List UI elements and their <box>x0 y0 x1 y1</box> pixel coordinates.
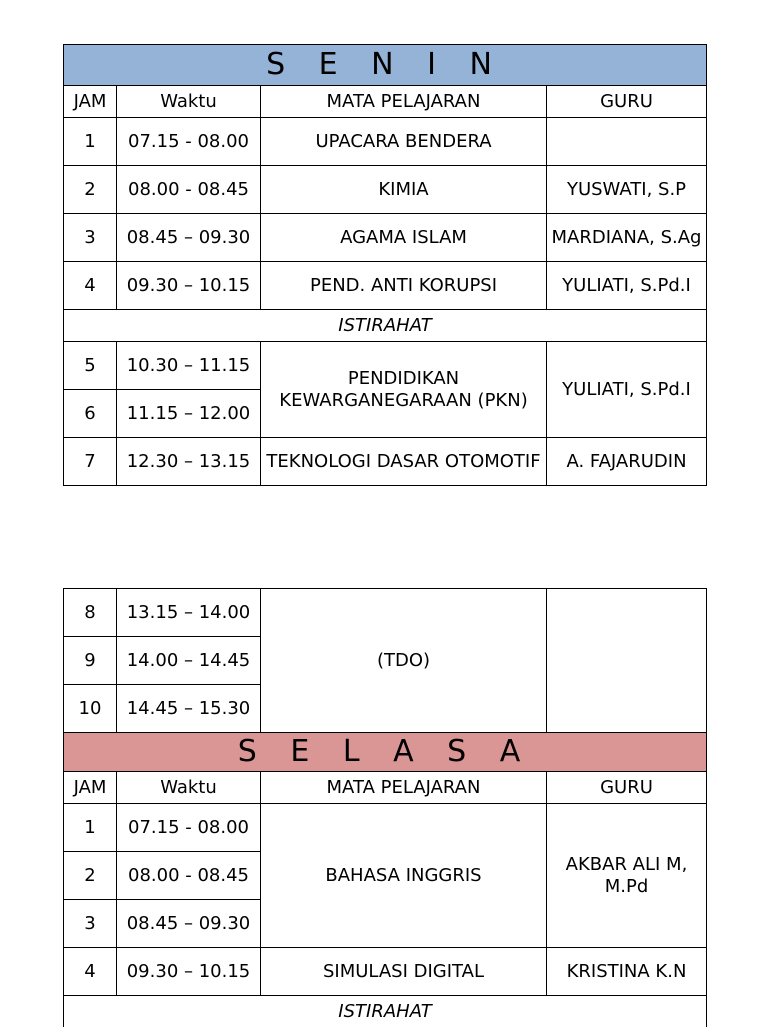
guru-cell: KRISTINA K.N <box>547 948 707 996</box>
selasa-schedule-table <box>63 588 707 1027</box>
waktu-cell: 13.15 – 14.00 <box>117 589 261 637</box>
waktu-cell: 11.15 – 12.00 <box>117 390 261 438</box>
guru-cell: A. FAJARUDIN <box>547 438 707 486</box>
jam-cell: 6 <box>64 390 117 438</box>
jam-cell: 4 <box>64 262 117 310</box>
selasa-day-title: S E L A S A <box>64 733 707 772</box>
senin-title-row <box>64 45 707 86</box>
header-waktu: Waktu <box>117 772 261 804</box>
istirahat-row <box>64 310 707 342</box>
jam-cell: 3 <box>64 900 117 948</box>
mapel-cell: UPACARA BENDERA <box>261 118 547 166</box>
waktu-cell: 10.30 – 11.15 <box>117 342 261 390</box>
guru-cell: YULIATI, S.Pd.I <box>547 262 707 310</box>
mapel-cell-bahasa-inggris: BAHASA INGGRIS <box>261 804 547 948</box>
table-row <box>64 214 707 262</box>
waktu-cell: 14.00 – 14.45 <box>117 637 261 685</box>
waktu-cell: 14.45 – 15.30 <box>117 685 261 733</box>
jam-cell: 1 <box>64 118 117 166</box>
header-waktu: Waktu <box>117 86 261 118</box>
table-row <box>64 804 707 852</box>
guru-cell: YUSWATI, S.P <box>547 166 707 214</box>
guru-cell <box>547 589 707 733</box>
header-mata-pelajaran: MATA PELAJARAN <box>261 772 547 804</box>
guru-cell-pkn: YULIATI, S.Pd.I <box>547 342 707 438</box>
table-row <box>64 118 707 166</box>
waktu-cell: 07.15 - 08.00 <box>117 118 261 166</box>
selasa-header-row <box>64 772 707 804</box>
guru-cell <box>547 118 707 166</box>
header-jam: JAM <box>64 772 117 804</box>
istirahat-label: ISTIRAHAT <box>64 310 707 342</box>
mapel-cell: AGAMA ISLAM <box>261 214 547 262</box>
mapel-cell-tdo: (TDO) <box>261 589 547 733</box>
waktu-cell: 12.30 – 13.15 <box>117 438 261 486</box>
jam-cell: 9 <box>64 637 117 685</box>
header-guru: GURU <box>547 772 707 804</box>
waktu-cell: 09.30 – 10.15 <box>117 948 261 996</box>
guru-cell-bahasa-inggris: AKBAR ALI M, M.Pd <box>547 804 707 948</box>
table-row <box>64 438 707 486</box>
waktu-cell: 07.15 - 08.00 <box>117 804 261 852</box>
jam-cell: 5 <box>64 342 117 390</box>
mapel-cell: TEKNOLOGI DASAR OTOMOTIF <box>261 438 547 486</box>
senin-schedule-table <box>63 44 707 486</box>
jam-cell: 3 <box>64 214 117 262</box>
istirahat-row <box>64 996 707 1027</box>
mapel-cell: PEND. ANTI KORUPSI <box>261 262 547 310</box>
header-jam: JAM <box>64 86 117 118</box>
waktu-cell: 08.00 - 08.45 <box>117 852 261 900</box>
guru-cell: MARDIANA, S.Ag <box>547 214 707 262</box>
mapel-cell: KIMIA <box>261 166 547 214</box>
jam-cell: 2 <box>64 166 117 214</box>
table-row <box>64 342 707 390</box>
header-guru: GURU <box>547 86 707 118</box>
waktu-cell: 08.45 – 09.30 <box>117 214 261 262</box>
senin-day-title: S E N I N <box>64 45 707 86</box>
jam-cell: 7 <box>64 438 117 486</box>
table-row <box>64 262 707 310</box>
senin-header-row <box>64 86 707 118</box>
table-row <box>64 948 707 996</box>
jam-cell: 4 <box>64 948 117 996</box>
jam-cell: 2 <box>64 852 117 900</box>
header-mata-pelajaran: MATA PELAJARAN <box>261 86 547 118</box>
selasa-title-row <box>64 733 707 772</box>
mapel-cell: SIMULASI DIGITAL <box>261 948 547 996</box>
jam-cell: 8 <box>64 589 117 637</box>
istirahat-label: ISTIRAHAT <box>64 996 707 1027</box>
waktu-cell: 08.45 – 09.30 <box>117 900 261 948</box>
waktu-cell: 08.00 - 08.45 <box>117 166 261 214</box>
jam-cell: 10 <box>64 685 117 733</box>
mapel-cell-pkn: PENDIDIKAN KEWARGANEGARAAN (PKN) <box>261 342 547 438</box>
table-row <box>64 589 707 637</box>
table-row <box>64 166 707 214</box>
waktu-cell: 09.30 – 10.15 <box>117 262 261 310</box>
jam-cell: 1 <box>64 804 117 852</box>
